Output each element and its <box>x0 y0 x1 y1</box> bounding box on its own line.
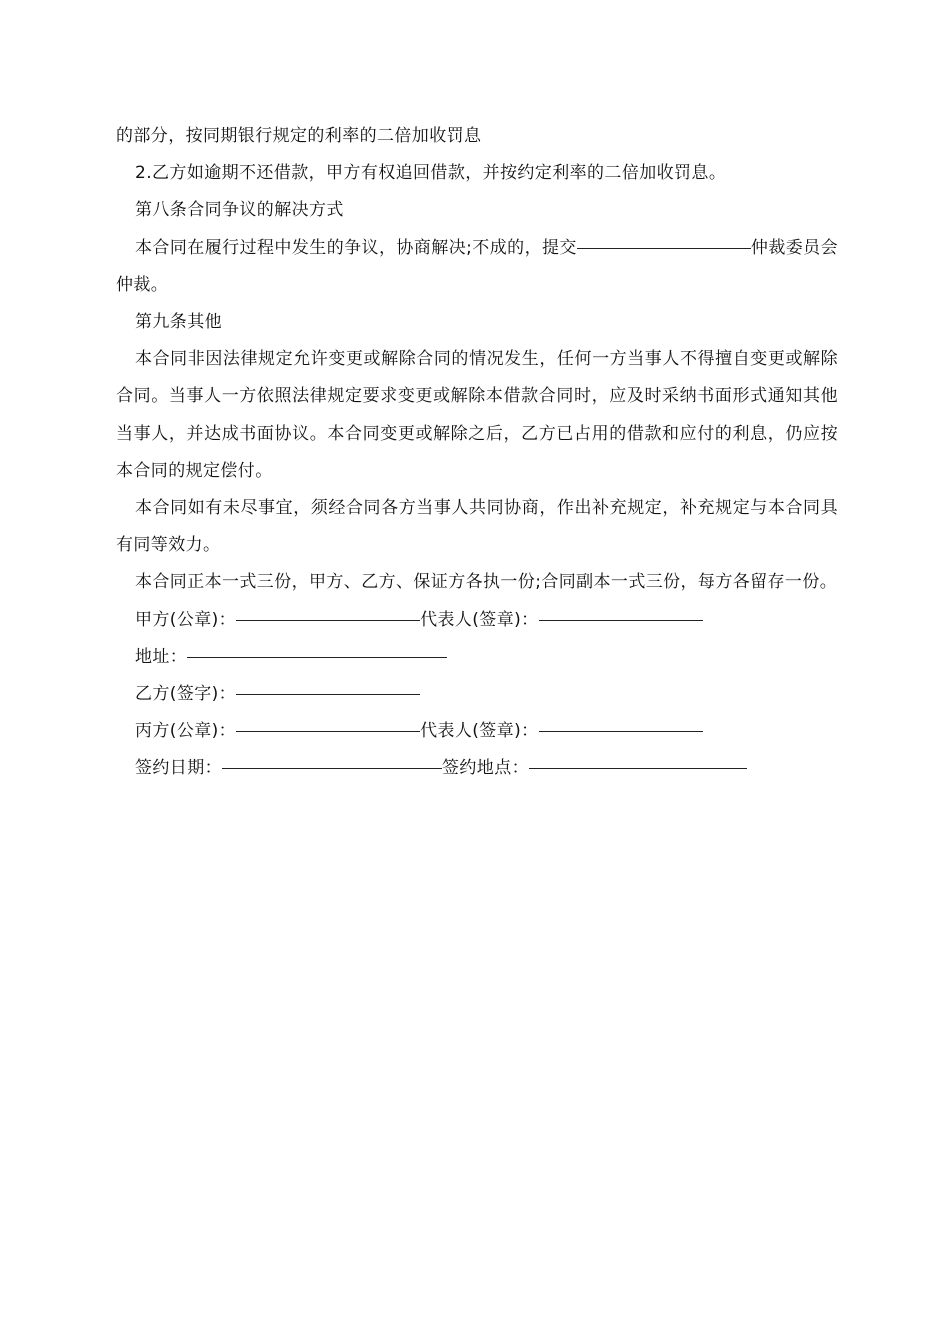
arbitration-text-after: 仲裁委员会仲裁。 <box>116 237 838 295</box>
representative-c-label: 代表人(签章)： <box>420 721 539 742</box>
signature-row-party-c <box>135 713 838 750</box>
party-a-label: 甲方(公章)： <box>135 609 237 630</box>
sign-place-blank[interactable] <box>529 746 747 769</box>
signature-row-party-b <box>135 676 838 713</box>
party-b-label: 乙方(签字)： <box>135 684 237 705</box>
representative-a-label: 代表人(签章)： <box>420 609 539 630</box>
signature-row-date-place <box>135 750 838 787</box>
paragraph-modification: 本合同非因法律规定允许变更或解除合同的情况发生，任何一方当事人不得擅自变更或解除合同。当事人一方依照法律规定要求变更或解除本借款合同时，应及时采纳书面形式通知其他当事人，并达成书面协议。本合同变更或解除之后，乙方已占用的借款和应付的利息，仍应按本合同的规定偿付。 <box>116 349 838 481</box>
paragraph-arbitration <box>116 230 838 304</box>
party-b-signature-blank[interactable] <box>236 672 420 695</box>
signature-row-party-a <box>135 602 838 639</box>
address-blank[interactable] <box>187 635 447 658</box>
arbitration-blank[interactable] <box>577 226 751 249</box>
arbitration-text-before: 本合同在履行过程中发生的争议，协商解决;不成的，提交 <box>135 237 577 258</box>
sign-date-label: 签约日期： <box>135 758 222 779</box>
paragraph-continuation: 的部分，按同期银行规定的利率的二倍加收罚息 <box>116 126 482 146</box>
paragraph-supplement: 本合同如有未尽事宜，须经合同各方当事人共同协商，作出补充规定，补充规定与本合同具有同等效力。 <box>116 498 838 556</box>
address-label: 地址： <box>135 646 188 667</box>
representative-a-blank[interactable] <box>539 598 703 621</box>
party-c-label: 丙方(公章)： <box>135 721 237 742</box>
document-body <box>116 118 838 788</box>
representative-c-blank[interactable] <box>539 709 703 732</box>
paragraph-overdue-penalty: 2.乙方如逾期不还借款，甲方有权追回借款，并按约定利率的二倍加收罚息。 <box>135 163 727 184</box>
sign-place-label: 签约地点： <box>442 758 529 779</box>
sign-date-blank[interactable] <box>222 746 442 769</box>
party-c-seal-blank[interactable] <box>236 709 420 732</box>
party-a-seal-blank[interactable] <box>236 598 420 621</box>
section-8-title: 第八条合同争议的解决方式 <box>135 200 344 221</box>
signature-row-address <box>135 639 838 676</box>
paragraph-copies: 本合同正本一式三份，甲方、乙方、保证方各执一份;合同副本一式三份，每方各留存一份。 <box>135 572 838 593</box>
section-9-title: 第九条其他 <box>135 312 222 333</box>
